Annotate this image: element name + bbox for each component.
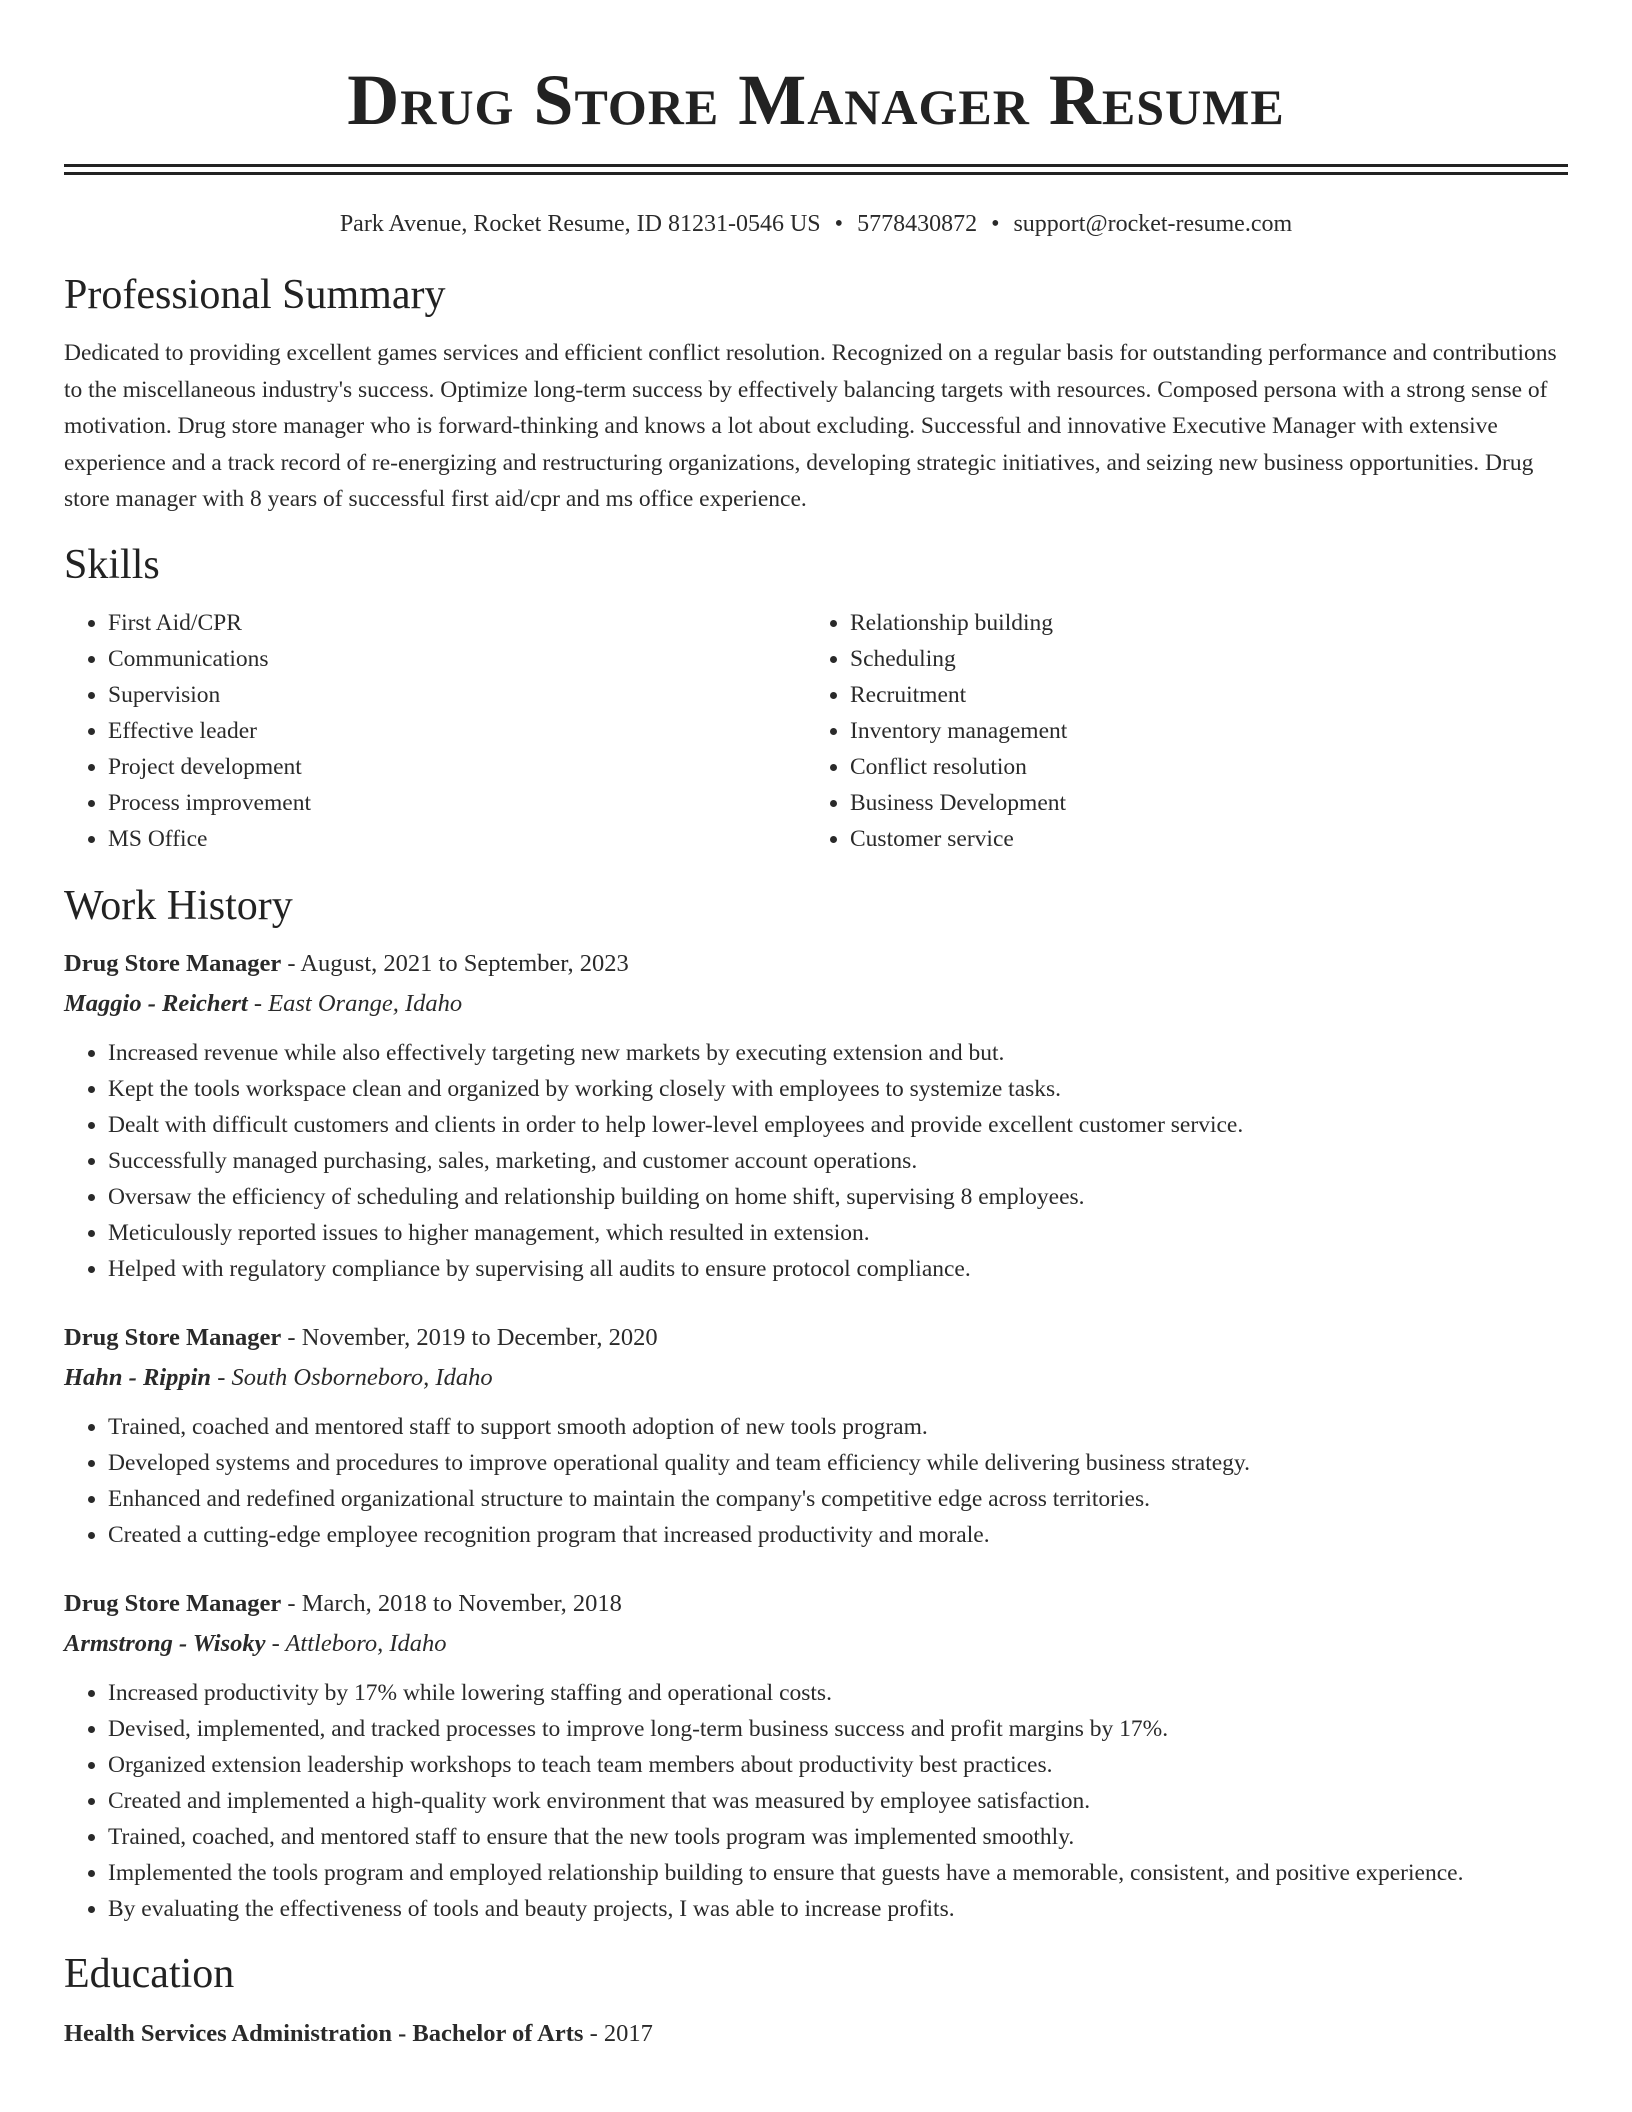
- job-bullet: • Devised, implemented, and tracked processes to improve long-term business success and profit margins by 17%.: [108, 1711, 1568, 1747]
- job-header: [64, 947, 1568, 981]
- education-entry: [64, 2017, 1568, 2051]
- job-bullet: • By evaluating the effectiveness of tools and beauty projects, I was able to increase profits.: [108, 1891, 1568, 1927]
- resume-page: [64, 0, 1568, 2051]
- education-heading: Education: [64, 1950, 235, 1997]
- job-location: - South Osborneboro, Idaho: [211, 1363, 493, 1391]
- job-bullet: • Organized extension leadership workshops to teach team members about productivity best practices.: [108, 1747, 1568, 1783]
- job-employer: [64, 987, 1568, 1021]
- job-dates: - March, 2018 to November, 2018: [281, 1589, 622, 1617]
- skills-column-left: [64, 605, 806, 857]
- contact-separator: •: [991, 211, 1000, 237]
- job-bullet: • Increased revenue while also effectively targeting new markets by executing extension and but.: [108, 1035, 1568, 1071]
- job-bullet: • Trained, coached, and mentored staff to ensure that the new tools program was implemented smoothly.: [108, 1819, 1568, 1855]
- contact-email: support@rocket-resume.com: [1013, 211, 1293, 237]
- skills-column-right: [806, 605, 1550, 857]
- skill-item: • Project development: [108, 749, 806, 785]
- job-dates: - August, 2021 to September, 2023: [281, 949, 629, 977]
- skill-item: • Recruitment: [850, 677, 1550, 713]
- skill-item: • Scheduling: [850, 641, 1550, 677]
- skill-item: • Communications: [108, 641, 806, 677]
- job-employer: [64, 1627, 1568, 1661]
- job-bullet: • Increased productivity by 17% while lowering staffing and operational costs.: [108, 1675, 1568, 1711]
- skill-item: • Inventory management: [850, 713, 1550, 749]
- skills-list: [64, 605, 1568, 857]
- job-bullet: • Oversaw the efficiency of scheduling and relationship building on home shift, supervising 8 employees.: [108, 1179, 1568, 1215]
- job-bullets: [64, 1409, 1568, 1553]
- job-bullet: • Implemented the tools program and employed relationship building to ensure that guests have a memorable, consistent, and positive experience.: [108, 1855, 1568, 1891]
- job-title: Drug Store Manager: [64, 1589, 282, 1617]
- job-bullets: [64, 1675, 1568, 1927]
- skill-item: • Customer service: [850, 821, 1550, 857]
- job-entry: [64, 1321, 1568, 1553]
- resume-title: Drug Store Manager Resume: [347, 60, 1285, 140]
- summary-heading: Professional Summary: [64, 272, 446, 318]
- job-entry: [64, 1587, 1568, 1927]
- job-title: Drug Store Manager: [64, 949, 282, 977]
- job-header: [64, 1321, 1568, 1355]
- job-dates: - November, 2019 to December, 2020: [281, 1323, 658, 1351]
- job-bullet: • Enhanced and redefined organizational structure to maintain the company's competitive edge across territories.: [108, 1481, 1568, 1517]
- title-divider: [64, 164, 1568, 175]
- job-bullet: • Created a cutting-edge employee recognition program that increased productivity and morale.: [108, 1517, 1568, 1553]
- job-bullet: • Helped with regulatory compliance by supervising all audits to ensure protocol compliance.: [108, 1251, 1568, 1287]
- job-bullet: • Developed systems and procedures to improve operational quality and team efficiency while delivering business strategy.: [108, 1445, 1568, 1481]
- job-bullet: • Created and implemented a high-quality work environment that was measured by employee satisfaction.: [108, 1783, 1568, 1819]
- skill-item: • First Aid/CPR: [108, 605, 806, 641]
- contact-phone: 5778430872: [857, 211, 978, 237]
- skill-item: • Relationship building: [850, 605, 1550, 641]
- education-degree: Health Services Administration - Bachelor of Arts: [64, 2019, 584, 2047]
- job-company: Maggio - Reichert: [64, 989, 248, 1017]
- work-history-heading: Work History: [64, 882, 293, 929]
- job-company: Armstrong - Wisoky: [64, 1629, 266, 1657]
- job-location: - Attleboro, Idaho: [265, 1629, 447, 1657]
- skill-item: • Process improvement: [108, 785, 806, 821]
- contact-separator: •: [834, 211, 844, 237]
- job-bullet: • Successfully managed purchasing, sales, marketing, and customer account operations.: [108, 1143, 1568, 1179]
- skills-heading: Skills: [64, 541, 160, 588]
- job-bullet: • Dealt with difficult customers and clients in order to help lower-level employees and provide excellent customer service.: [108, 1107, 1568, 1143]
- job-company: Hahn - Rippin: [64, 1363, 212, 1391]
- job-header: [64, 1587, 1568, 1621]
- contact-address: Park Avenue, Rocket Resume, ID 81231-0546 US: [339, 211, 821, 237]
- skill-item: • Supervision: [108, 677, 806, 713]
- summary-text: Dedicated to providing excellent games services and efficient conflict resolution. Recognized on a regular basis for outstanding performance and contributions to the miscellaneous industry's success. Optimize long-term success by effectively balancing targets with resources. Composed persona with a strong sense of motivation. Drug store manager who is forward-thinking and knows a lot about excluding. Successful and innovative Executive Manager with extensive experience and a track record of re-energizing and restructuring organizations, developing strategic initiatives, and seizing new business opportunities. Drug store manager with 8 years of successful first aid/cpr and ms office experience.: [64, 340, 1557, 512]
- job-bullet: • Kept the tools workspace clean and organized by working closely with employees to systemize tasks.: [108, 1071, 1568, 1107]
- job-bullets: [64, 1035, 1568, 1287]
- job-bullet: • Meticulously reported issues to higher management, which resulted in extension.: [108, 1215, 1568, 1251]
- contact-line: [64, 208, 1568, 240]
- skill-item: • Effective leader: [108, 713, 806, 749]
- job-entry: [64, 947, 1568, 1287]
- education-year: - 2017: [583, 2019, 653, 2047]
- skill-item: • Conflict resolution: [850, 749, 1550, 785]
- job-location: - East Orange, Idaho: [247, 989, 463, 1017]
- job-bullet: • Trained, coached and mentored staff to support smooth adoption of new tools program.: [108, 1409, 1568, 1445]
- skill-item: • Business Development: [850, 785, 1550, 821]
- skill-item: • MS Office: [108, 821, 806, 857]
- job-title: Drug Store Manager: [64, 1323, 282, 1351]
- job-employer: [64, 1361, 1568, 1395]
